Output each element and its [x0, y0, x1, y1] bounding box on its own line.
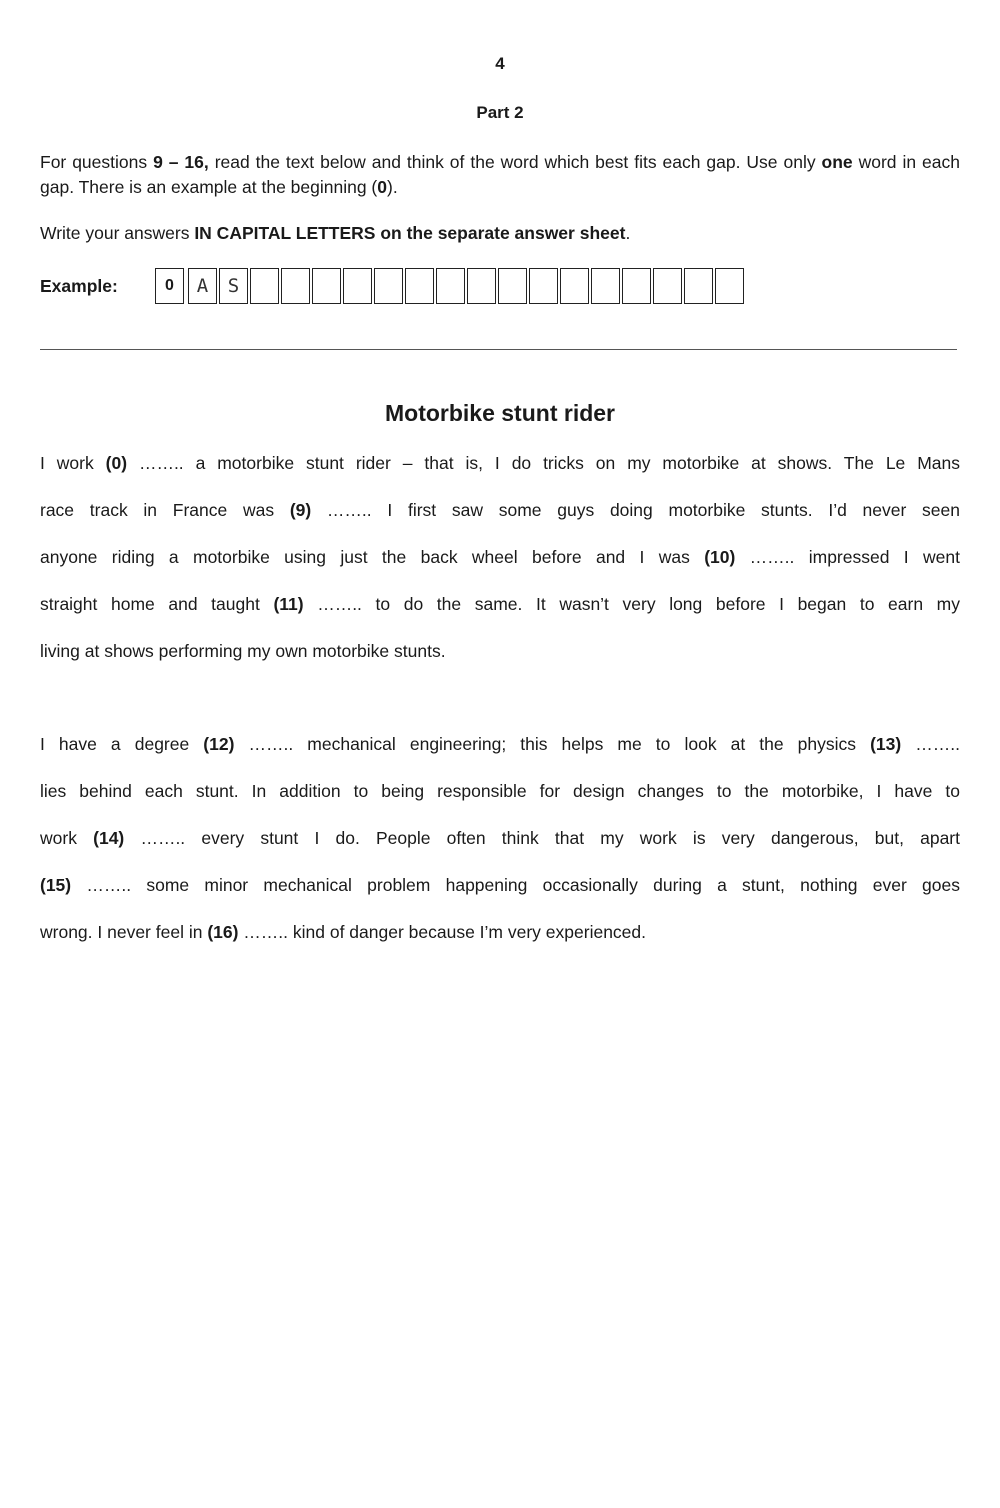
empty-letter-box	[343, 268, 372, 304]
story-paragraph-2	[40, 721, 960, 956]
empty-letter-box	[498, 268, 527, 304]
gap-number: (12)	[203, 734, 235, 754]
empty-letter-box	[436, 268, 465, 304]
gap-number: (13)	[870, 734, 902, 754]
empty-letter-box	[250, 268, 279, 304]
empty-letter-box	[622, 268, 651, 304]
empty-letter-box	[467, 268, 496, 304]
gap-number: (10)	[704, 547, 736, 567]
empty-letter-box	[591, 268, 620, 304]
text-line: anyone riding a motorbike using just the back wheel before and I was (10) …….. impressed I went	[40, 547, 960, 567]
text-line: wrong. I never feel in (16) …….. kind of danger because I’m very experienced.	[40, 922, 647, 942]
text-line: straight home and taught (11) …….. to do the same. It wasn’t very long before I began to earn my	[40, 594, 960, 614]
story-title: Motorbike stunt rider	[384, 400, 615, 426]
empty-letter-box	[560, 268, 589, 304]
answer-note: Write your answers IN CAPITAL LETTERS on the separate answer sheet.	[40, 223, 631, 243]
example-answer-boxes	[155, 268, 746, 306]
gap-number: (16)	[207, 922, 239, 942]
gap-number: (14)	[93, 828, 125, 848]
gap-number: (15)	[40, 875, 72, 895]
empty-letter-box	[684, 268, 713, 304]
empty-letter-box	[405, 268, 434, 304]
part-title: Part 2	[476, 103, 524, 122]
page-number: 4	[495, 54, 505, 73]
text-line: (15) …….. some minor mechanical problem happening occasionally during a stunt, nothing ever goes	[40, 875, 960, 895]
text-line: I work (0) …….. a motorbike stunt rider – that is, I do tricks on my motorbike at shows. The Le Mans	[40, 453, 960, 473]
example-letter-box: S	[219, 268, 248, 304]
divider-line	[40, 349, 957, 350]
text-line: work (14) …….. every stunt I do. People often think that my work is very dangerous, but, apart	[40, 828, 960, 848]
example-letter-box: A	[188, 268, 217, 304]
gap-number: (0)	[105, 453, 128, 473]
story-paragraph-1	[40, 440, 960, 675]
empty-letter-box	[529, 268, 558, 304]
text-line: race track in France was (9) …….. I first saw some guys doing motorbike stunts. I’d never seen	[40, 500, 960, 520]
empty-letter-box	[281, 268, 310, 304]
empty-letter-box	[715, 268, 744, 304]
gap-number: (11)	[273, 594, 304, 614]
empty-letter-box	[374, 268, 403, 304]
example-label: Example:	[40, 276, 118, 296]
empty-letter-box	[653, 268, 682, 304]
text-line: I have a degree (12) …….. mechanical engineering; this helps me to look at the physics (13) ……..	[40, 734, 961, 754]
instructions: For questions 9 – 16, read the text below and think of the word which best fits each gap. Use only one word in each gap. There is an example at the beginning (0).	[40, 152, 960, 197]
example-number-box: 0	[155, 268, 184, 304]
empty-letter-box	[312, 268, 341, 304]
text-line: living at shows performing my own motorbike stunts.	[40, 641, 446, 661]
gap-number: (9)	[289, 500, 312, 520]
text-line: lies behind each stunt. In addition to being responsible for design changes to the motorbike, I have to	[40, 781, 960, 801]
